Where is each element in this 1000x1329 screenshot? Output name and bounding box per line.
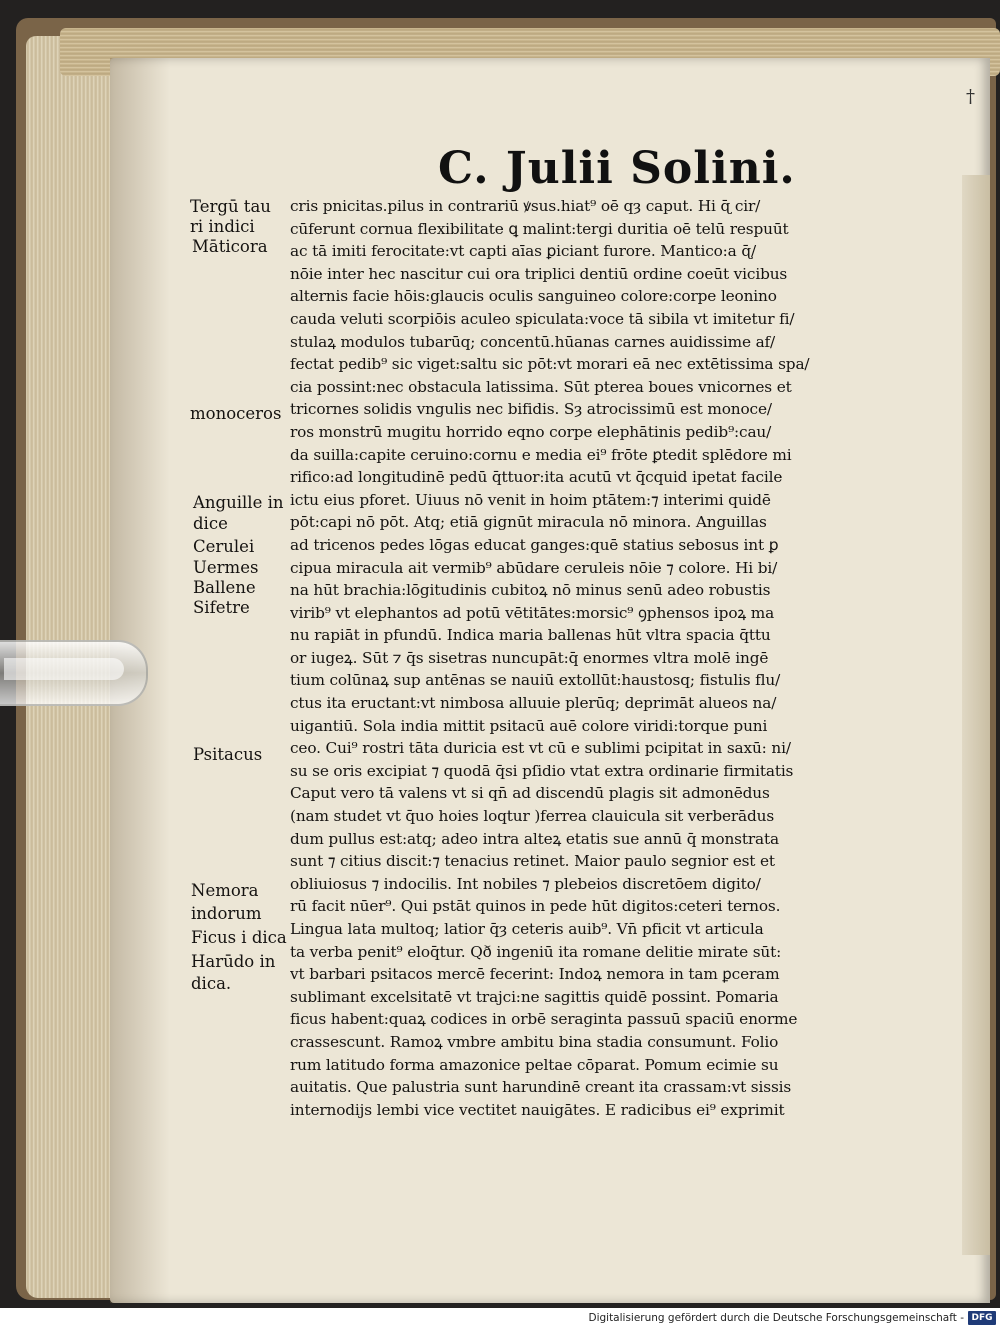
dfg-logo: DFG bbox=[968, 1311, 996, 1325]
text-line: auitatis. Que palustria sunt harundinē creant ita crassam:vt sissis bbox=[290, 1078, 792, 1097]
text-line: ta verba penit⁹ eloq̄tur. Qð ingeniū ita romane delitie mirate sūt: bbox=[290, 942, 782, 961]
text-line: or iugeꝝ. Sūt ⁊ q̄s sisetras nuncupāt:q̄ enormes vltra molē ingē bbox=[290, 648, 769, 667]
main-text-block bbox=[290, 195, 862, 1121]
text-line: dum pullus est:atq; adeo intra alteꝝ etatis sue annū q̄ monstrata bbox=[290, 829, 779, 848]
text-line: na hūt brachia:lōgitudinis cubitoꝝ nō minus senū adeo robustis bbox=[290, 581, 771, 600]
marginal-note: Uermes bbox=[193, 558, 259, 577]
text-line: obliuiosus ⁊ indocilis. Int nobiles ⁊ plebeios discretōem digito/ bbox=[290, 874, 761, 893]
text-line: sublimant excelsitatē vt trajci:ne sagittis quidē possint. Pomaria bbox=[290, 987, 779, 1006]
text-line: stulaꝝ modulos tubarūq; concentū.hūanas carnes auidissime af/ bbox=[290, 332, 776, 351]
text-line: ros monstrū mugitu horrido eqno corpe elephātinis pedib⁹:cau/ bbox=[290, 422, 772, 441]
text-line: Caput vero tā valens vt si qn̄ ad discendū plagis sit admonēdus bbox=[290, 784, 770, 803]
marginal-note: ri indici bbox=[190, 217, 255, 236]
text-line: sunt ⁊ citius discit:⁊ tenacius retinet. Maior paulo segnior est et bbox=[290, 852, 775, 871]
marginal-note: dice bbox=[193, 514, 228, 533]
text-line: ficus habent:quaꝝ codices in orbē seraginta passuū spaciū enorme bbox=[290, 1010, 798, 1029]
text-line: cia possint:nec obstacula latissima. Sūt pterea boues vnicornes et bbox=[290, 377, 792, 396]
text-line: rū facit nūer⁹. Qui pstāt quinos in pede hūt digitos:ceteri ternos. bbox=[290, 897, 781, 916]
text-line: (nam studet vt q̄uo hoies loqtur )ferrea clauicula sit verberādus bbox=[290, 807, 775, 826]
text-line: Lingua lata multoq; latior q̄ȝ ceteris auib⁹. Vn̄ pficit vt articula bbox=[290, 920, 764, 938]
folio-mark: † bbox=[966, 86, 975, 107]
text-line: cris pnicitas.pilus in contrariū ꝟsus.hiat⁹ oē qȝ caput. Hi ɋ̄ cir/ bbox=[290, 197, 761, 215]
text-line: crassescunt. Ramoꝝ vmbre ambitu bina stadia consumunt. Folio bbox=[290, 1032, 779, 1051]
marginal-note: Sifetre bbox=[193, 598, 250, 617]
text-line: fectat pedib⁹ sic viget:saltu sic pōt:vt morari eā nec extētissima spa/ bbox=[290, 355, 810, 374]
text-line: ictu eius pforet. Uiuus nō venit in hoim ptātem:⁊ interimi quidē bbox=[290, 490, 771, 509]
marginal-note: Nemora bbox=[191, 881, 259, 900]
text-line: su se oris excipiat ⁊ quodā q̄si pſidio vtat extra ordinarie firmitatis bbox=[290, 761, 794, 780]
page-edges-right bbox=[962, 175, 990, 1255]
marginal-note: Ballene bbox=[193, 578, 256, 597]
text-line: virib⁹ vt elephantos ad potū vētitātes:morsic⁹ ꝯphensos ipoꝝ ma bbox=[290, 603, 775, 622]
marginal-note: indorum bbox=[191, 904, 262, 923]
marginal-note: Ficus i dica bbox=[191, 928, 287, 947]
page-holder-rod bbox=[0, 640, 148, 706]
marginal-note: Anguille in bbox=[193, 493, 284, 512]
text-line: tricornes solidis vngulis nec bifidis. Sȝ atrocissimū est monoce/ bbox=[290, 400, 772, 419]
marginal-note: Cerulei bbox=[193, 537, 255, 556]
page-holder-highlight bbox=[4, 658, 124, 680]
text-line: vt barbari psitacos mercē fecerint: Indoꝝ nemora in tam ꝑceram bbox=[290, 965, 780, 984]
marginal-note: Psitacus bbox=[193, 745, 263, 764]
marginal-note: Harūdo in bbox=[191, 952, 276, 971]
marginal-note: Tergū tau bbox=[190, 197, 271, 216]
text-line: nōie inter hec nascitur cui ora triplici dentiū ordine coeūt vicibus bbox=[290, 264, 788, 283]
text-line: pōt:capi nō pōt. Atq; etiā gignūt miracula nō minora. Anguillas bbox=[290, 513, 767, 532]
text-line: tium colūnaꝝ sup antēnas se nauiū extollūt:haustosq; fistulis flu/ bbox=[290, 671, 781, 690]
text-line: rifico:ad longitudinē pedū q̄ttuor:ita acutū vt q̄cquid ipetat facile bbox=[290, 468, 783, 487]
text-line: cūferunt cornua flexibilitate ꝗ malint:tergi duritia oē telū respuūt bbox=[290, 219, 789, 238]
marginal-note: Māticora bbox=[192, 237, 268, 256]
text-line: internodijs lembi vice vectitet nauigātes. E radicibus ei⁹ exprimit bbox=[290, 1100, 785, 1119]
text-line: rum latitudo forma amazonice peltae cōparat. Pomum ecimie su bbox=[290, 1055, 779, 1074]
text-line: nu rapiāt in pfundū. Indica maria ballenas hūt vltra spacia q̄ttu bbox=[290, 626, 771, 645]
running-head: C. Julii Solini. bbox=[438, 143, 796, 194]
text-line: ceo. Cui⁹ rostri tāta duricia est vt cū e sublimi pcipitat in saxū: ni/ bbox=[290, 739, 791, 758]
funding-credit: Digitalisierung gefördert durch die Deutsche Forschungsgemeinschaft - bbox=[588, 1312, 964, 1324]
text-line: cauda veluti scorpiōis aculeo spiculata:voce tā sibila vt imitetur fi/ bbox=[290, 309, 795, 328]
text-line: alternis facie hōis:glaucis oculis sanguineo colore:corpe leonino bbox=[290, 287, 777, 306]
text-line: da suilla:capite ceruino:cornu e media ei⁹ frōte ꝑtedit splēdore mi bbox=[290, 445, 792, 464]
marginal-note: dica. bbox=[191, 974, 232, 993]
text-line: ac tā imiti ferocitate:vt capti aīas ꝑiciant furore. Mantico:a ɋ̄/ bbox=[290, 242, 757, 261]
text-line: cipua miracula ait vermib⁹ abūdare ceruleis nōie ⁊ colore. Hi bi/ bbox=[290, 558, 778, 577]
text-line: ctus ita eructant:vt nimbosa alluuie plerūq; deprimāt alueos na/ bbox=[290, 694, 777, 713]
text-line: ad tricenos pedes lōgas educat ganges:quē statius sebosus int ꝑ bbox=[290, 535, 779, 554]
text-line: uigantiū. Sola india mittit psitacū auē colore viridi:torque puni bbox=[290, 716, 768, 735]
marginal-note: monoceros bbox=[190, 404, 282, 423]
